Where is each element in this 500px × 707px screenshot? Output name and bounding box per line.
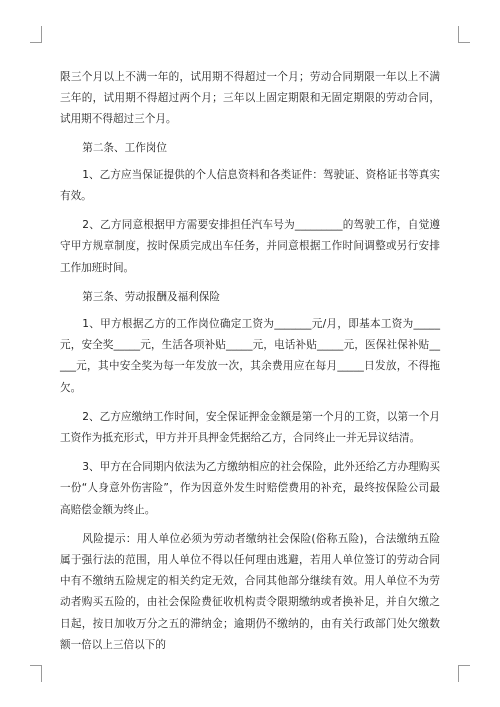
section-heading-job-position: 第二条、工作岗位 (82, 141, 167, 154)
paragraph-risk-notice: 风险提示：用人单位必须为劳动者缴纳社会保险(俗称五险)，合法缴纳五险属于强行法的范围，用人单位不得以任何理由逃避，若用人单位签订的劳动合同中有不缴纳五险规定的相关约定无效，合同其他部分继续有效。用人单位不为劳动者购买五险的，由社会保险费征收机构责令限期缴纳或者换补足，并自欠缴之日起，按日加收万分之五的滞纳金；逾期仍不缴纳的，由有关行政部门处欠缴数额一倍以上三倍以下的 (60, 532, 440, 651)
crop-mark-bottom-left (30, 665, 42, 682)
paragraph-clause-3-1: 1、甲方根据乙方的工作岗位确定工资为_______元/月，即基本工资为_____元，安全奖_____元，生活各项补贴_____元，电话补贴_____元，医保社保补贴_____元，其中安全奖为每一年发放一次，其余费用应在每月_____日发放，不得拖欠。 (60, 318, 440, 394)
crop-mark-top-left (30, 26, 42, 43)
paragraph-clause-3-2: 2、乙方应缴纳工作时间，安全保证押金金额是第一个月的工资，以第一个月工资作为抵充形式，甲方并开具押金凭据给乙方，合同终止一并无异议结清。 (60, 410, 440, 445)
paragraph-clause-2-1: 1、乙方应当保证提供的个人信息资料和各类证件：驾驶证、资格证书等真实有效。 (60, 168, 440, 203)
crop-mark-top-right (458, 26, 470, 43)
crop-mark-bottom-right (458, 665, 470, 682)
paragraph-probation-continued: 限三个月以上不满一年的，试用期不得超过一个月；劳动合同期限一年以上不满三年的，试用期不得超过两个月；三年以上固定期限和无固定期限的劳动合同，试用期不得超过三个月。 (60, 71, 440, 126)
document-body (60, 67, 440, 664)
paragraph-clause-3-3: 3、甲方在合同期内依法为乙方缴纳相应的社会保险，此外还给乙方办理购买一份“人身意外伤害险”，作为因意外发生时赔偿费用的补充，最终按保险公司最高赔偿金额为终止。 (60, 461, 440, 516)
paragraph-clause-2-2: 2、乙方同意根据甲方需要安排担任汽车号为_________的驾驶工作，自觉遵守甲方规章制度，按时保质完成出车任务，并同意根据工作时间调整或另行安排工作加班时间。 (60, 219, 440, 274)
section-heading-compensation: 第三条、劳动报酬及福利保险 (82, 290, 220, 303)
